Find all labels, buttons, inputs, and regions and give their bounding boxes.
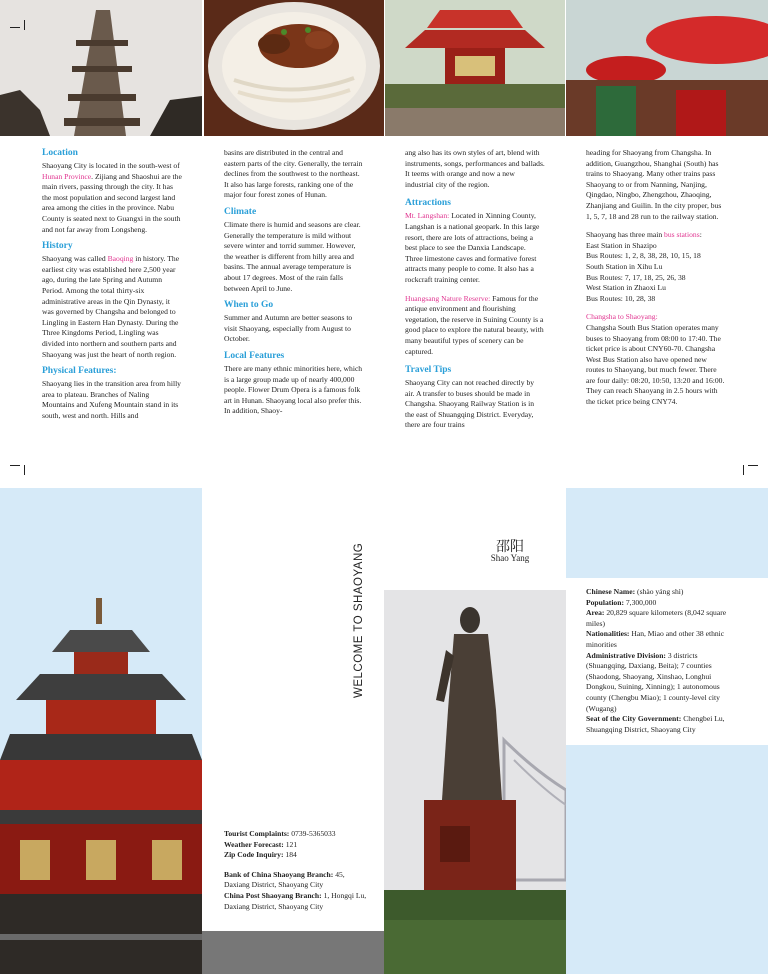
fact-row: Chinese Name: (shào yáng shì)	[586, 587, 684, 596]
langshan-text: Mt. Langshan: Located in Xinning County, Langshan is a national geopark. In this large resort, there are lots of attractions, being a best place to see the Danxia Landscape. Three limestone caves and formative forest attracts many people to come. It also has a rockcraft training center.	[405, 211, 540, 284]
baoqing-link: Baoqing	[107, 254, 134, 264]
crop-mark	[24, 20, 25, 30]
red-temple-photo	[385, 0, 565, 136]
post-info: China Post Shaoyang Branch: 1, Hongqi Lu, Daxiang District, Shaoyang City	[224, 890, 367, 911]
contact-row: Weather Forecast: 121	[224, 839, 298, 849]
contact-row: Zip Code Inquiry: 184	[224, 850, 297, 860]
fact-row: Seat of the City Government: Chengbei Lu, Shuangqing District, Shaoyang City	[586, 714, 725, 734]
right-panel-bottom	[566, 745, 768, 974]
hunan-province-link: Hunan Province	[42, 171, 92, 181]
when-to-go-text: Summer and Autumn are better seasons to visit Shaoyang, especially from August to October.	[224, 313, 353, 344]
tower-pavilion-photo	[0, 590, 202, 974]
climate-text: Climate there is humid and seasons are clear. Generally the temperature is mild without severe winter and torrid summer. However, the weather is different from hilly area and basins. The annual average temperature is about 17 degrees. Most of the rain falls between April to June.	[224, 219, 361, 293]
column-4	[586, 148, 726, 414]
trains-text: heading for Shaoyang from Changsha. In addition, Guangzhou, Shanghai (South) has trains to Shaoyang. Many other trains pass Shaoyang to or from Nanning, Nanjing, Qingdao, Ningbo, Zhengzhou, Zhaoqing, Zhanjiang and Guilin. In the city proper, bus 1, 5, 7, 18 and 28 run to the railway station.	[586, 148, 722, 221]
gray-bar	[202, 931, 384, 974]
changsha-to-shaoyang-link: Changsha to Shaoyang:	[586, 312, 658, 322]
travel-tips-heading: Travel Tips	[405, 365, 452, 376]
location-heading: Location	[42, 148, 78, 158]
crop-mark	[743, 465, 744, 475]
huangsang-text: Huangsang Nature Reserve: Famous for the antique environment and flourishing vegetation, the reserve in Suining County is a good place to explore the natural beauty, with many beautiful types of scenery can be captured.	[405, 293, 544, 356]
bus-stations-intro: Shaoyang has three main bus stations:	[586, 230, 702, 240]
travel-tips-text: Shaoyang City can not reached directly by air. A transfer to buses should be made in Changsha. Shaoyang Railway Station is in the east of Shuangqing District. Everyday, there are four trains	[405, 378, 535, 430]
bus-stations-link: bus stations	[664, 230, 700, 240]
mt-langshan-link: Mt. Langshan:	[405, 211, 450, 221]
when-to-go-heading: When to Go	[224, 300, 274, 311]
statue-photo	[384, 590, 566, 974]
fact-row: Population: 7,300,000	[586, 597, 657, 607]
right-panel-top	[566, 488, 768, 578]
changsha-text: Changsha South Bus Station operates many buses to Shaoyang from 08:00 to 17:40. The ticket price is about CNY60-70. Changsha West Bus Station also have opened new routes to Shaoyang, but much fewer. There are four daily: 08:20, 10:50, 13:20 and 16:00. They can reach Shaoyang in 2.5 hours with the ticket price being CNY74.	[586, 322, 725, 407]
bus-line-4: West Station in Zhaoxi Lu	[586, 283, 666, 293]
huangsang-link: Huangsang Nature Reserve:	[405, 293, 491, 303]
history-heading: History	[42, 241, 73, 252]
fact-row: Nationalities: Han, Miao and other 38 ethnic minorities	[586, 629, 725, 649]
physical-features-heading: Physical Features:	[42, 366, 117, 377]
crop-mark	[10, 465, 20, 466]
crop-mark	[748, 465, 758, 466]
history-text: Shaoyang was called Baoqing in history. The earliest city was established here 2,500 year ago, during the late Spring and Autumn Period. Among the total thirty-six administrative areas in the Qin Dynasty, it was governed by Changsha and belonged to Lingling in Eastern Han Dynasty. During the Three Kingdoms Period, Lingling was divided into northern and southern parts and Shaoyang was just the heart of north region.	[42, 254, 180, 359]
crop-mark	[10, 27, 20, 28]
title-en: Shao Yang	[490, 553, 530, 563]
noodle-bowl-photo	[204, 0, 384, 136]
contacts-block	[224, 829, 370, 912]
attractions-heading: Attractions	[405, 198, 451, 209]
column-1	[42, 148, 182, 427]
physical-features-text: Shaoyang lies in the transition area from hilly area to plateau. Branches of Naling Mountains and Xufeng Mountain stand in its south, west and north. Hills and	[42, 379, 181, 420]
local-features-text: There are many ethnic minorities here, which is a large group made up of nearly 400,000 people. Flower Drum Opera is a famous folk art in Hunan. Shaoyang local also prefer this. In addition, Shaoy-	[224, 363, 363, 416]
bus-line-1: Bus Routes: 1, 2, 8, 38, 28, 10, 15, 18	[586, 251, 701, 261]
column-2	[224, 148, 364, 423]
bus-line-0: East Station in Shazipo	[586, 240, 657, 250]
bus-line-2: South Station in Xihu Lu	[586, 261, 663, 271]
fact-row: Area: 20,829 square kilometers (8,042 square miles)	[586, 608, 727, 628]
welcome-title: WELCOME TO SHAOYANG	[353, 542, 365, 698]
climate-heading: Climate	[224, 206, 257, 217]
contact-row: Tourist Complaints: 0739-5365033	[224, 829, 336, 838]
art-text: ang also has its own styles of art, blend with instruments, songs, performances and ballads. It teems with orange and now a new industrial city of the region.	[405, 148, 545, 189]
crop-mark	[24, 465, 25, 475]
pagoda-photo	[0, 0, 202, 136]
bus-line-5: Bus Routes: 10, 28, 38	[586, 293, 656, 303]
column-3	[405, 148, 545, 437]
basins-text: basins are distributed in the central and eastern parts of the city. Generally, the terrain declines from the southwest to the northeast. It also has large forests, ranking one of the major four forest zones of Hunan.	[224, 148, 363, 200]
bus-line-3: Bus Routes: 7, 17, 18, 25, 26, 38	[586, 272, 686, 282]
title-cn: 邵阳	[496, 539, 524, 555]
red-umbrellas-photo	[566, 0, 768, 136]
location-text: Shaoyang City is located in the south-west of Hunan Province. Zijiang and Shaoshui are the main rivers, passing through the city. It has the most population and second largest land area among the cities in the province. Nabu County is seated next to Guangxi in the south and not far away from Longsheng.	[42, 161, 182, 234]
city-facts	[586, 587, 732, 735]
bank-info: Bank of China Shaoyang Branch: 45, Daxiang District, Shaoyang City	[224, 869, 345, 890]
fact-row: Administrative Division: 3 districts (Shuangqing, Daxiang, Beita); 7 counties (Shaodong, Shaoyang, Xinshao, Longhui Dongkou, Suining, Xinning); 1 autonomous county (Chengbu Miao); 1 county-level city (Wugang)	[586, 650, 720, 713]
local-features-heading: Local Features	[224, 350, 285, 361]
